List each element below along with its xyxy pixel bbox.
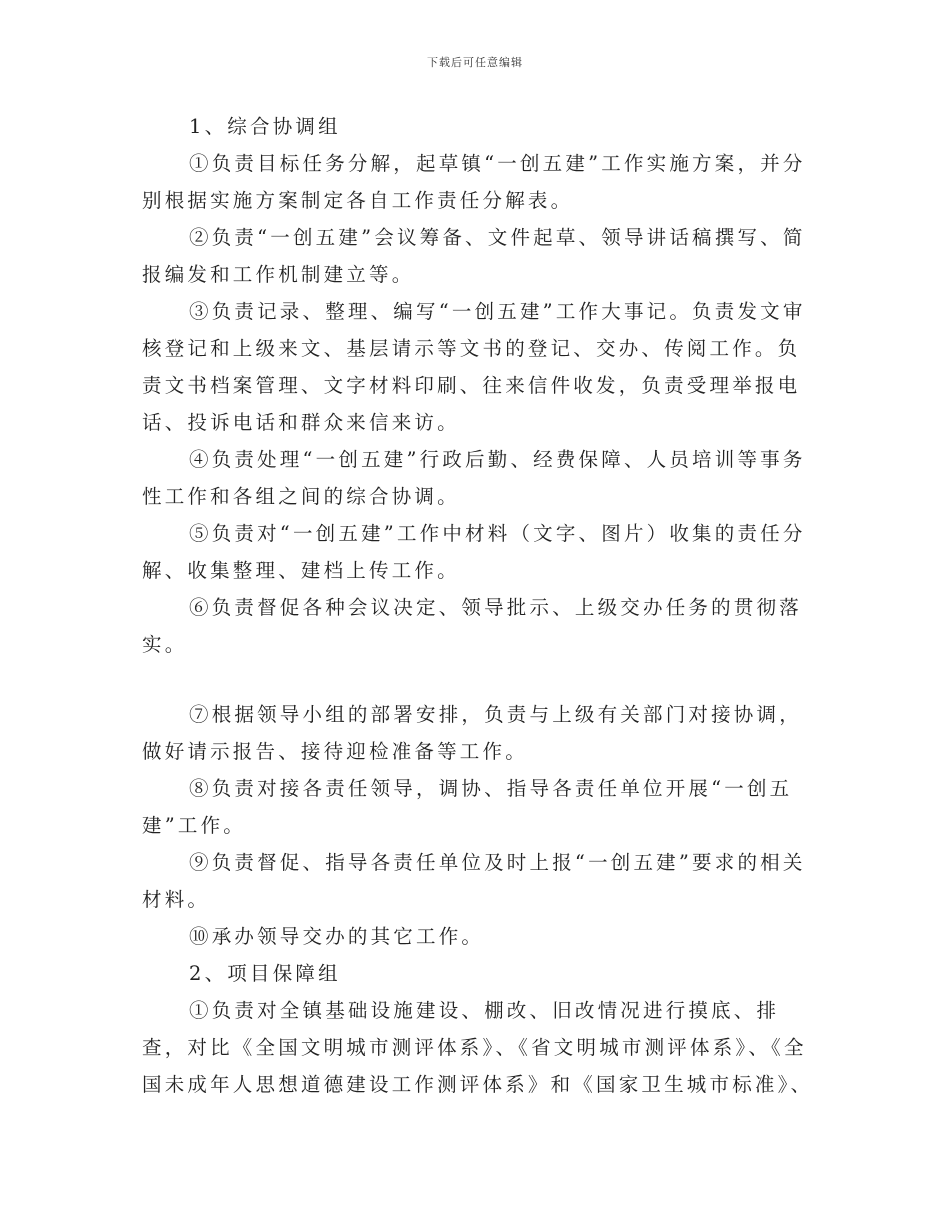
paragraph: ①负责目标任务分解，起草镇“一创五建”工作实施方案，并分别根据实施方案制定各自工作责任分解表。 [142, 152, 806, 212]
paragraph: ⑦根据领导小组的部署安排，负责与上级有关部门对接协调，做好请示报告、接待迎检准备等工作。 [142, 703, 802, 763]
section-heading-2: 2、项目保障组 [189, 962, 341, 985]
document-body [142, 108, 822, 1103]
paragraph: ⑩承办领导交办的其它工作。 [189, 925, 485, 948]
paragraph: ②负责“一创五建”会议筹备、文件起草、领导讲话稿撰写、简报编发和工作机制建立等。 [142, 226, 806, 286]
paragraph: ⑨负责督促、指导各责任单位及时上报“一创五建”要求的相关材料。 [142, 851, 806, 911]
section-heading-1: 1、综合协调组 [189, 115, 341, 138]
paragraph: ⑧负责对接各责任领导，调协、指导各责任单位开展“一创五建”工作。 [142, 777, 793, 837]
paragraph: ③负责记录、整理、编写“一创五建”工作大事记。负责发文审核登记和上级来文、基层请示等文书的登记、交办、传阅工作。负责文书档案管理、文字材料印刷、往来信件收发，负责受理举报电话、投诉电话和群众来信来访。 [142, 300, 806, 434]
paragraph: ⑥负责督促各种会议决定、领导批示、上级交办任务的贯彻落实。 [142, 596, 802, 656]
paragraph: ①负责对全镇基础设施建设、棚改、旧改情况进行摸底、排查，对比《全国文明城市测评体系》、《省文明城市测评体系》、《全国未成年人思想道德建设工作测评体系》和《国家卫生城市标准》、 [142, 999, 814, 1096]
paragraph: ④负责处理“一创五建”行政后勤、经费保障、人员培训等事务性工作和各组之间的综合协调。 [142, 448, 806, 508]
page-header: 下载后可任意编辑 [427, 56, 523, 69]
paragraph: ⑤负责对“一创五建”工作中材料（文字、图片）收集的责任分解、收集整理、建档上传工作。 [142, 522, 806, 582]
paragraph-gap [142, 663, 822, 696]
